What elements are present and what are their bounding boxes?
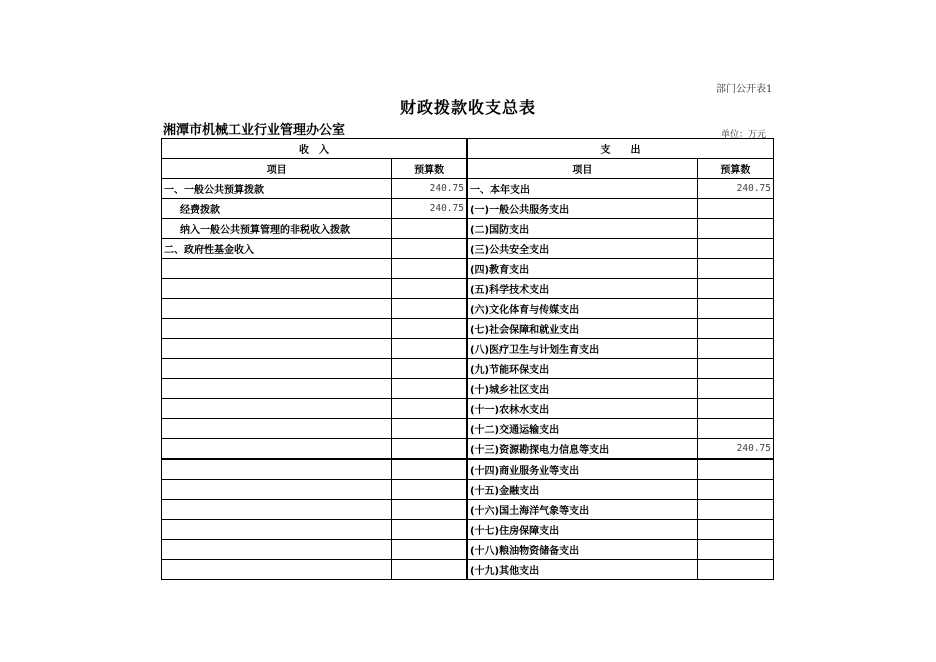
- page-title: 财政拨款收支总表: [399, 98, 536, 117]
- income-budget-cell: 240.75: [392, 199, 467, 219]
- expense-budget-cell: [697, 540, 773, 560]
- income-budget-cell: [392, 399, 467, 419]
- expense-item-header: 项目: [467, 159, 697, 179]
- table-row: [162, 540, 774, 560]
- expense-budget-cell: 240.75: [697, 179, 773, 199]
- expense-budget-cell: [697, 259, 773, 279]
- income-budget-header: 预算数: [392, 159, 467, 179]
- expense-budget-cell: [697, 199, 773, 219]
- table-row: [162, 359, 774, 379]
- table-body: [162, 179, 774, 580]
- form-number: 部门公开表1: [716, 84, 773, 95]
- table-row: [162, 179, 774, 199]
- expense-item-cell: (四)教育支出: [467, 259, 697, 279]
- table-row: [162, 379, 774, 399]
- expense-budget-cell: 240.75: [697, 439, 773, 460]
- expense-item-cell: (一)一般公共服务支出: [467, 199, 697, 219]
- income-item-header: 项目: [162, 159, 392, 179]
- income-budget-cell: [392, 500, 467, 520]
- income-budget-cell: [392, 419, 467, 439]
- income-budget-cell: [392, 359, 467, 379]
- table-row: [162, 439, 774, 460]
- expense-budget-cell: [697, 379, 773, 399]
- income-budget-cell: [392, 319, 467, 339]
- income-item-cell: [162, 540, 392, 560]
- expense-budget-cell: [697, 319, 773, 339]
- expense-budget-cell: [697, 239, 773, 259]
- income-budget-cell: [392, 480, 467, 500]
- income-budget-cell: [392, 339, 467, 359]
- income-budget-cell: [392, 540, 467, 560]
- organization-name: 湘潭市机械工业行业管理办公室: [163, 123, 346, 138]
- expense-budget-cell: [697, 419, 773, 439]
- income-item-cell: [162, 480, 392, 500]
- income-budget-cell: [392, 279, 467, 299]
- income-item-cell: [162, 359, 392, 379]
- income-budget-cell: [392, 520, 467, 540]
- table-row: [162, 239, 774, 259]
- expense-budget-cell: [697, 299, 773, 319]
- expense-item-cell: (十八)粮油物资储备支出: [467, 540, 697, 560]
- table-row: [162, 459, 774, 480]
- expense-budget-cell: [697, 219, 773, 239]
- income-item-cell: [162, 439, 392, 460]
- table-row: [162, 560, 774, 580]
- table-row: [162, 419, 774, 439]
- table-row: [162, 279, 774, 299]
- expense-budget-cell: [697, 520, 773, 540]
- expense-budget-cell: [697, 399, 773, 419]
- table-row: [162, 399, 774, 419]
- table-row: [162, 319, 774, 339]
- income-item-cell: [162, 339, 392, 359]
- income-item-cell: 纳入一般公共预算管理的非税收入拨款: [162, 219, 392, 239]
- income-item-cell: 经费拨款: [162, 199, 392, 219]
- budget-table: [161, 138, 774, 580]
- income-budget-cell: [392, 379, 467, 399]
- income-item-cell: [162, 379, 392, 399]
- income-budget-cell: 240.75: [392, 179, 467, 199]
- unit-label: 单位：万元: [721, 130, 767, 140]
- expense-budget-cell: [697, 480, 773, 500]
- expense-item-cell: (十四)商业服务业等支出: [467, 459, 697, 480]
- table-row: [162, 299, 774, 319]
- expense-item-cell: (十七)住房保障支出: [467, 520, 697, 540]
- expense-item-cell: (二)国防支出: [467, 219, 697, 239]
- expense-item-cell: (三)公共安全支出: [467, 239, 697, 259]
- expense-item-cell: (九)节能环保支出: [467, 359, 697, 379]
- income-item-cell: [162, 259, 392, 279]
- expense-item-cell: (七)社会保障和就业支出: [467, 319, 697, 339]
- income-header: 收 入: [162, 139, 467, 159]
- income-item-cell: [162, 299, 392, 319]
- table-row: [162, 520, 774, 540]
- expense-header: 支 出: [467, 139, 774, 159]
- income-budget-cell: [392, 219, 467, 239]
- column-header-row: [162, 159, 774, 179]
- expense-item-cell: (六)文化体育与传媒支出: [467, 299, 697, 319]
- table-row: [162, 339, 774, 359]
- expense-item-cell: (五)科学技术支出: [467, 279, 697, 299]
- expense-budget-cell: [697, 560, 773, 580]
- expense-budget-cell: [697, 359, 773, 379]
- income-item-cell: [162, 319, 392, 339]
- table-row: [162, 259, 774, 279]
- table-row: [162, 480, 774, 500]
- expense-item-cell: (八)医疗卫生与计划生育支出: [467, 339, 697, 359]
- income-item-cell: [162, 419, 392, 439]
- expense-budget-header: 预算数: [697, 159, 773, 179]
- income-item-cell: [162, 279, 392, 299]
- expense-budget-cell: [697, 279, 773, 299]
- income-item-cell: [162, 500, 392, 520]
- table-row: [162, 500, 774, 520]
- income-item-cell: [162, 560, 392, 580]
- income-budget-cell: [392, 560, 467, 580]
- table-row: [162, 219, 774, 239]
- expense-item-cell: (十)城乡社区支出: [467, 379, 697, 399]
- expense-item-cell: (十五)金融支出: [467, 480, 697, 500]
- table-row: [162, 199, 774, 219]
- income-budget-cell: [392, 459, 467, 480]
- income-item-cell: [162, 399, 392, 419]
- expense-item-cell: (十九)其他支出: [467, 560, 697, 580]
- income-item-cell: 二、政府性基金收入: [162, 239, 392, 259]
- income-budget-cell: [392, 239, 467, 259]
- income-item-cell: 一、一般公共预算拨款: [162, 179, 392, 199]
- expense-item-cell: 一、本年支出: [467, 179, 697, 199]
- expense-item-cell: (十一)农林水支出: [467, 399, 697, 419]
- expense-item-cell: (十三)资源勘探电力信息等支出: [467, 439, 697, 460]
- income-budget-cell: [392, 439, 467, 460]
- expense-budget-cell: [697, 339, 773, 359]
- income-budget-cell: [392, 259, 467, 279]
- income-item-cell: [162, 520, 392, 540]
- expense-item-cell: (十六)国土海洋气象等支出: [467, 500, 697, 520]
- section-header-row: [162, 139, 774, 159]
- expense-budget-cell: [697, 459, 773, 480]
- expense-item-cell: (十二)交通运输支出: [467, 419, 697, 439]
- income-budget-cell: [392, 299, 467, 319]
- expense-budget-cell: [697, 500, 773, 520]
- income-item-cell: [162, 459, 392, 480]
